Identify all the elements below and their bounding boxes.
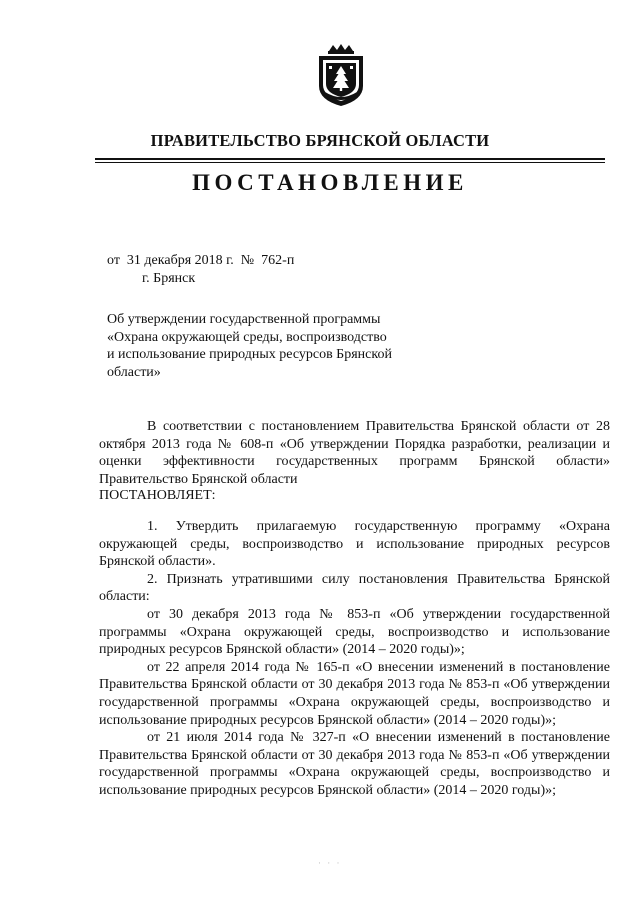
preamble-block bbox=[99, 418, 610, 488]
city: г. Брянск bbox=[142, 271, 196, 286]
subject-line: Об утверждении государственной программы bbox=[107, 312, 381, 327]
scan-artifact: · · · bbox=[318, 858, 342, 868]
subject-line: «Охрана окружающей среды, воспроизводство bbox=[107, 329, 387, 345]
item-2-paragraph: 2. Признать утратившими силу постановления Правительства Брянской области: bbox=[99, 571, 610, 605]
government-name: ПРАВИТЕЛЬСТВО БРЯНСКОЙ ОБЛАСТИ bbox=[150, 131, 490, 150]
subject-line: области» bbox=[107, 364, 161, 380]
resolve-word: ПОСТАНОВЛЯЕТ: bbox=[99, 488, 216, 503]
date-and-number: от 31 декабря 2018 г. № 762-п bbox=[107, 253, 295, 268]
items-block bbox=[99, 518, 610, 800]
repealed-act-2: от 22 апреля 2014 года № 165-п «О внесении изменений в постановление Правительства Брянской области от 30 декабря 2013 года № 853-п «Об утверждении государственной программы «Охрана окружающей среды, воспроизводство и использование природных ресурсов Брянской области» (2014 – 2020 годы)»; bbox=[99, 659, 610, 728]
document-type-title: ПОСТАНОВЛЕНИЕ bbox=[192, 170, 468, 195]
repealed-act-3: от 21 июля 2014 года № 327-п «О внесении изменений в постановление Правительства Брянской области от 30 декабря 2013 года № 853-п «Об утверждении государственной программы «Охрана окружающей среды, воспроизводство и использование природных ресурсов Брянской области» (2014 – 2020 годы)»; bbox=[99, 730, 610, 798]
resolve-block bbox=[99, 487, 610, 505]
preamble-paragraph: В соответствии с постановлением Правительства Брянской области от 28 октября 2013 года № 608-п «Об утверждении Порядка разработки, реализации и оценки эффективности государственных программ Брянской области» Правительство Брянской области bbox=[99, 419, 610, 487]
header-rule-thin bbox=[95, 162, 605, 163]
header-rule-thick bbox=[95, 158, 605, 160]
subject-line: и использование природных ресурсов Брянской bbox=[107, 347, 392, 363]
repealed-act-1: от 30 декабря 2013 года № 853-п «Об утверждении государственной программы «Охрана окружающей среды, воспроизводство и использование природных ресурсов Брянской области» (2014 – 2020 годы)»; bbox=[99, 606, 610, 658]
bryansk-coat-of-arms-icon bbox=[315, 42, 367, 108]
subject-block bbox=[107, 311, 427, 381]
item-1-paragraph: 1. Утвердить прилагаемую государственную программу «Охрана окружающей среды, воспроизводство и использование природных ресурсов Брянской области». bbox=[99, 519, 610, 570]
